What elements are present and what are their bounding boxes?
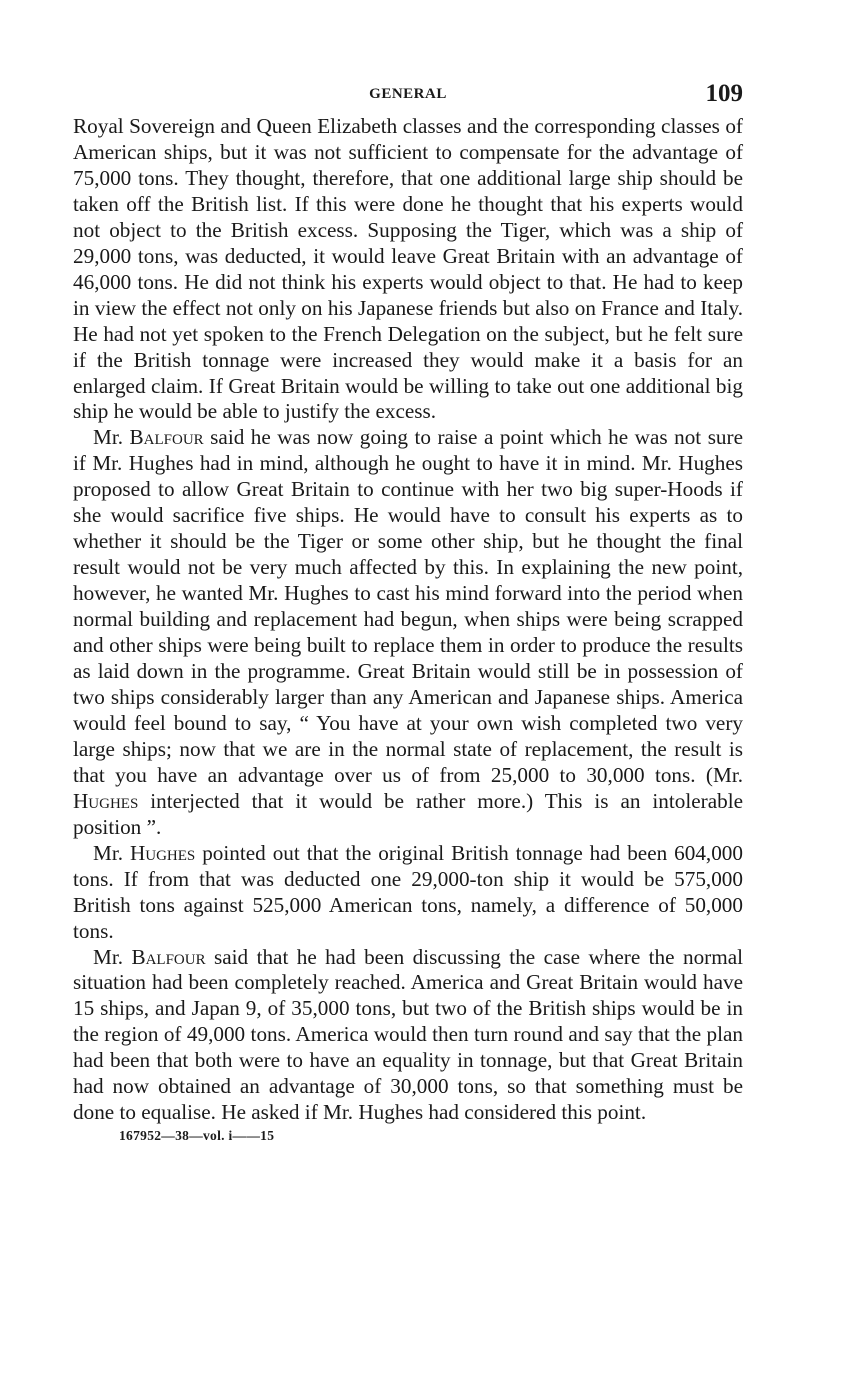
paragraph-text: said he was now going to raise a point which he was not sure if Mr. Hughes had in mind, although he ought to have it in mind. Mr. Hughes proposed to allow Great Britain to continue with her two big super-Hoods if she would sacrifice five ships. He would have to consult his experts as to whether it should be the Tiger or some other ship, but he thought the final result would not be very much affected by this. In explaining the new point, however, he wanted Mr. Hughes to cast his mind forward into the period when normal building and replacement had begun, when ships were being scrapped and other ships were being built to replace them in order to produce the results as laid down in the programme. Great Britain would still be in possession of two ships considerably larger than any American and Japanese ships. America would feel bound to say, “ You have at your own wish completed two very large ships; now that we are in the normal state of replacement, the result is that you have an advantage over us of from 25,000 to 30,000 tons. (Mr. <box>73 425 743 787</box>
speaker-name: Balfour <box>131 944 206 969</box>
running-title: GENERAL <box>369 86 447 102</box>
paragraph-hughes-tonnage <box>73 841 743 945</box>
speaker-prefix: Mr. <box>93 840 130 865</box>
running-header <box>73 80 743 114</box>
document-page <box>73 80 743 1144</box>
paragraph-continuation <box>73 114 743 425</box>
paragraph-text: Royal Sovereign and Queen Elizabeth classes and the corresponding classes of American ships, but it was not sufficient to compensate for the advantage of 75,000 tons. They thought, therefore, that one additional large ship should be taken off the British list. If this were done he thought that his experts would not object to the British excess. Supposing the Tiger, which was a ship of 29,000 tons, was deducted, it would leave Great Britain with an advantage of 46,000 tons. He did not think his experts would object to that. He had to keep in view the effect not only on his Japanese friends but also on France and Italy. He had not yet spoken to the French Delegation on the subject, but he felt sure if the British tonnage were increased they would make it a basis for an enlarged claim. If Great Britain would be willing to take out one additional big ship he would be able to justify the excess. <box>73 114 743 424</box>
speaker-name: Hughes <box>129 840 196 865</box>
signature-mark: 167952—38—vol. i——15 <box>119 1128 275 1144</box>
speaker-prefix: Mr. <box>93 944 132 969</box>
speaker-name: Hughes <box>73 788 139 813</box>
paragraph-text: said that he had been discussing the case where the normal situation had been completely reached. America and Great Britain would have 15 ships, and Japan 9, of 35,000 tons, but two of the British ships would be in the region of 49,000 tons. America would then turn round and say that the plan had been that both were to have an equality in tonnage, but that Great Britain had now obtained an advantage of 30,000 tons, so that something must be done to equalise. He asked if Mr. Hughes had considered this point. <box>73 944 743 1125</box>
paragraph-balfour-raises-point <box>73 425 743 840</box>
body-text <box>73 114 743 1126</box>
paragraph-balfour-normal-situation <box>73 945 743 1127</box>
paragraph-text: interjected that it would be rather more.) This is an intolerable position ”. <box>73 788 743 839</box>
speaker-prefix: Mr. <box>93 425 130 450</box>
speaker-name: Balfour <box>129 425 204 450</box>
paragraph-text: pointed out that the original British tonnage had been 604,000 tons. If from that was deducted one 29,000-ton ship it would be 575,000 British tons against 525,000 American tons, namely, a difference of 50,000 tons. <box>73 840 743 943</box>
page-number: 109 <box>705 80 743 107</box>
